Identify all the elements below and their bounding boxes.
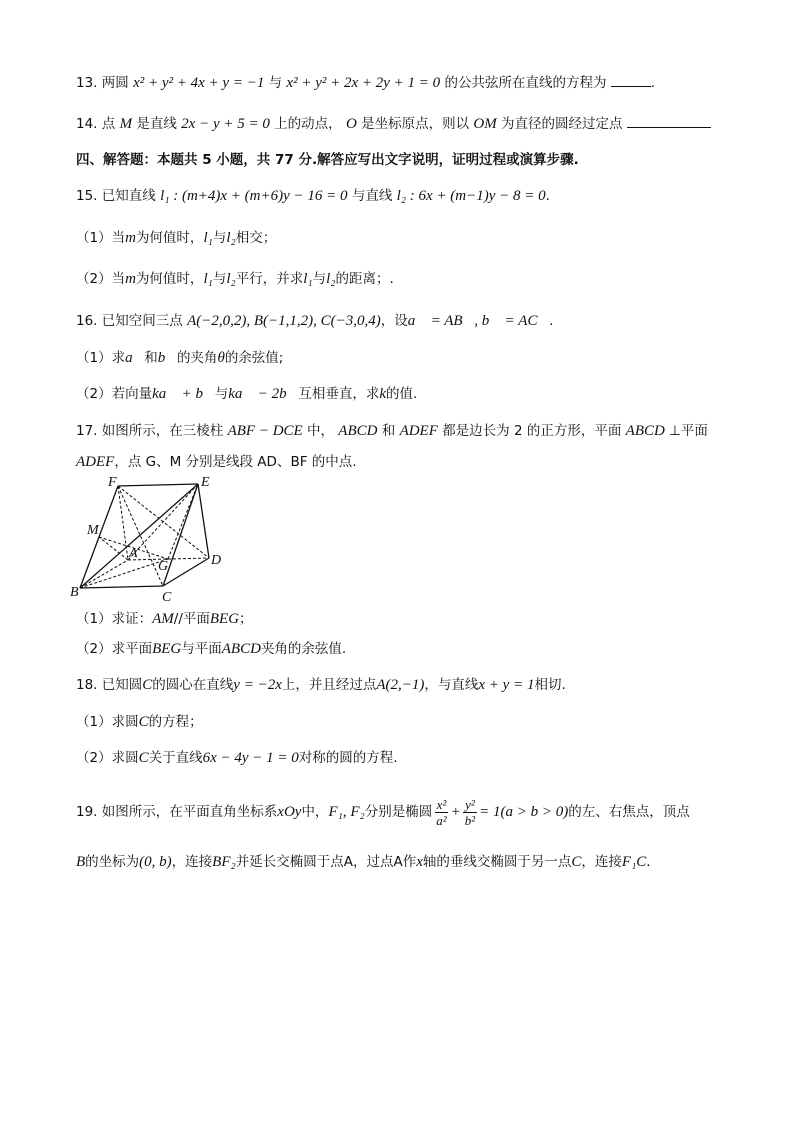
q19-frac-y: $\frac{\text{y²}}{\text{b²}}$ bbox=[464, 796, 476, 828]
q15-line-l2: l₂ : 6x + (m−1)y − 8 = 0 bbox=[396, 188, 546, 204]
q17-part1: （1）求证：AM//平面BEG； bbox=[76, 611, 253, 627]
q15-line-l1: l₁ : (m+4)x + (m+6)y − 16 = 0 bbox=[160, 188, 348, 204]
q16-number: 16. bbox=[76, 313, 98, 329]
q18-part1: （1）求圆C的方程； bbox=[76, 714, 203, 730]
label-D: D bbox=[211, 553, 222, 568]
label-A: A bbox=[129, 546, 138, 561]
label-B: B bbox=[70, 585, 79, 600]
label-E: E bbox=[201, 475, 210, 490]
q17-prism-figure bbox=[68, 474, 228, 604]
q14-line: 14. 点 M 是直线 2x − y + 5 = 0 上的动点， O 是坐标原点，则以 OM 为直径的圆经过定点 bbox=[76, 115, 711, 133]
edge-FE bbox=[118, 484, 198, 486]
q16-points: A(−2,0,2), B(−1,1,2), C(−3,0,4) bbox=[187, 313, 381, 329]
q17-line2: ADEF，点 G、M 分别是线段 AD、BF 的中点. bbox=[76, 454, 357, 470]
edge-BG bbox=[80, 559, 168, 588]
edge-CD bbox=[163, 558, 209, 586]
q19-line1: 19. 如图所示，在平面直角坐标系xOy中，F₁, F₂分别是椭圆 $\frac{\text{x²}}{\text{a²}}$ + $\frac{\text{y²}}{\text{b²}}$ = 1(a > b > 0)的左、右焦点，顶点 bbox=[76, 796, 690, 828]
q16-part1: （1）求a⃗和b⃗的夹角θ的余弦值; bbox=[76, 350, 284, 366]
q16-line: 16. 已知空间三点 A(−2,0,2), B(−1,1,2), C(−3,0,4)，设a⃗ = AB⃗, b⃗ = AC⃗. bbox=[76, 313, 554, 329]
q13-circle1-equation: x² + y² + 4x + y = −1 bbox=[133, 75, 265, 91]
q17-line1: 17. 如图所示，在三棱柱 ABF − DCE 中， ABCD 和 ADEF 都是边长为 2 的正方形，平面 ABCD ⊥平面 bbox=[76, 423, 708, 439]
edge-AE bbox=[128, 484, 198, 560]
edge-BA bbox=[80, 560, 128, 588]
q17-number: 17. bbox=[76, 423, 98, 439]
label-F: F bbox=[108, 475, 117, 490]
edge-BC bbox=[80, 586, 163, 588]
label-C: C bbox=[162, 590, 172, 604]
q13-number: 13. bbox=[76, 75, 98, 91]
q18-number: 18. bbox=[76, 677, 98, 693]
q18-part2: （2）求圆C关于直线6x − 4y − 1 = 0对称的圆的方程. bbox=[76, 750, 398, 766]
q15-number: 15. bbox=[76, 188, 98, 204]
q13-line: 13. 两圆 x² + y² + 4x + y = −1 与 x² + y² + 2x + 2y + 1 = 0 的公共弦所在直线的方程为 . bbox=[76, 75, 656, 91]
q19-frac-x: $\frac{\text{x²}}{\text{a²}}$ bbox=[436, 796, 447, 828]
edge-DE bbox=[198, 484, 209, 558]
q16-part2: （2）若向量ka⃗ + b⃗与ka⃗ − 2b⃗互相垂直，求k的值. bbox=[76, 386, 418, 402]
q17-part2: （2）求平面BEG与平面ABCD夹角的余弦值. bbox=[76, 641, 347, 657]
q19-number: 19. bbox=[76, 804, 98, 820]
q15-part2: （2）当m为何值时，l₁与l₂平行，并求l₁与l₂的距离；. bbox=[76, 271, 394, 287]
q14-answer-blank[interactable] bbox=[627, 115, 711, 128]
section-heading: 四、解答题：本题共 5 小题，共 77 分.解答应写出文字说明，证明过程或演算步骤. bbox=[76, 152, 579, 168]
q13-circle2-equation: x² + y² + 2x + 2y + 1 = 0 bbox=[286, 75, 441, 91]
q16-vectors: a⃗ = AB⃗, b⃗ = AC⃗ bbox=[407, 313, 550, 329]
label-G: G bbox=[158, 559, 169, 574]
q14-line-equation: 2x − y + 5 = 0 bbox=[181, 116, 270, 132]
q19-line2: B的坐标为(0, b)，连接BF₂并延长交椭圆于点A，过点A作x轴的垂线交椭圆于另一点C，连接F₁C. bbox=[76, 854, 651, 870]
q18-line: 18. 已知圆C的圆心在直线y = −2x上，并且经过点A(2,−1)，与直线x + y = 1相切. bbox=[76, 677, 566, 693]
q15-part1: （1）当m为何值时，l₁与l₂相交； bbox=[76, 230, 277, 246]
q14-number: 14. bbox=[76, 116, 98, 132]
edge-AM bbox=[99, 537, 128, 560]
label-M: M bbox=[87, 523, 99, 538]
q15-line: 15. 已知直线 l₁ : (m+4)x + (m+6)y − 16 = 0 与直线 l₂ : 6x + (m−1)y − 8 = 0. bbox=[76, 188, 550, 204]
q13-answer-blank[interactable] bbox=[611, 74, 651, 87]
